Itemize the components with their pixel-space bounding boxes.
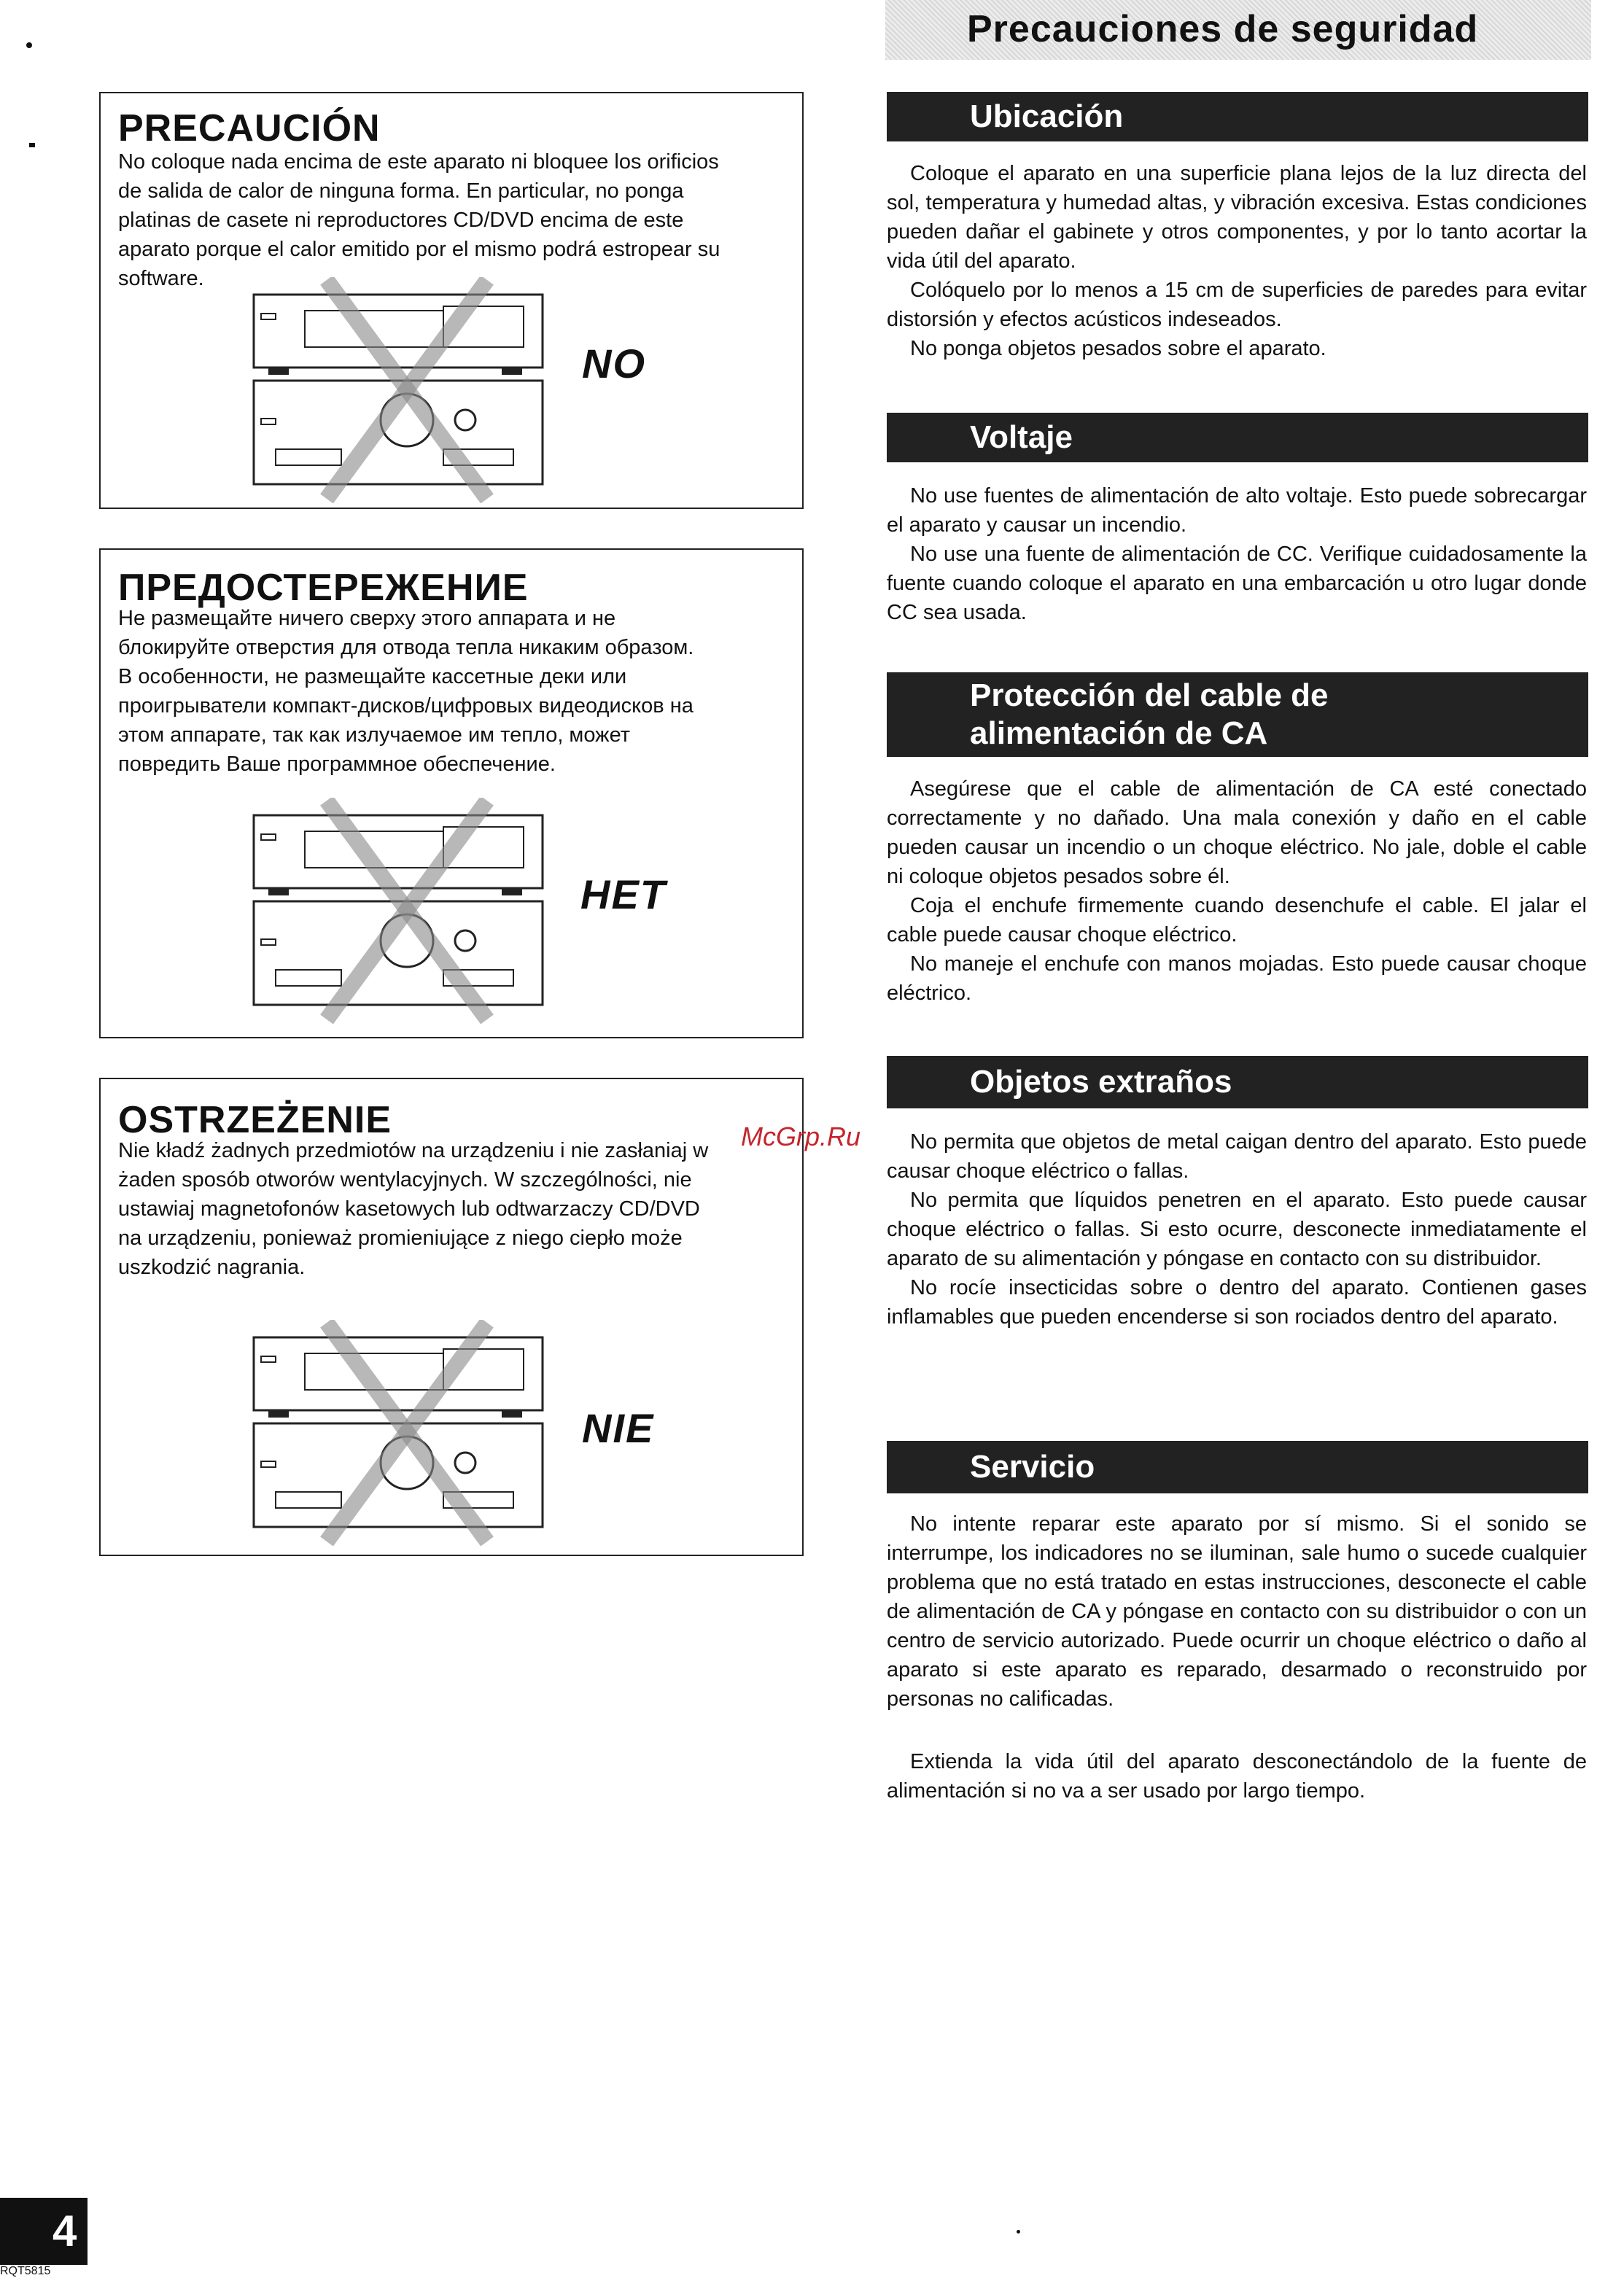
closing-note: Extienda la vida útil del aparato desconectándolo de la fuente de alimentación si no va a ser usado por largo tiempo. xyxy=(887,1750,1587,1803)
section-body-voltaje: No use fuentes de alimentación de alto voltaje. Esto puede sobrecargar el aparato y causar un incendio. No use una fuente de alimentación de CC. Verifique cuidadosamente la fuente cuando coloque el aparato en una embarcación u otro lugar donde CC sea usada. xyxy=(887,484,1587,624)
section-body-objetos: No permita que objetos de metal caigan dentro del aparato. Esto puede causar choque eléctrico o fallas. No permita que líquidos penetren en el aparato. Esto puede causar choque eléctrico o fallas. Si esto ocurre, desconecte inmediatamente el aparato de su alimentación y póngase en contacto con su distribuidor. No rocíe insecticidas sobre o dentro del aparato. Contienen gases inflamables que pueden encenderse si son rociados dentro del aparato. xyxy=(887,1130,1587,1329)
section-body-ubicacion: Coloque el aparato en una superficie plana lejos de la luz directa del sol, temperatura y humedad altas, y vibración excesiva. Estas condiciones pueden dañar el gabinete y otros componentes, y por lo tanto acortar la vida útil del aparato. Colóquelo por lo menos a 15 cm de superficies de paredes para evitar distorsión y efectos acústicos indeseados. No ponga objetos pesados sobre el aparato. xyxy=(887,162,1587,360)
warning-box-polish xyxy=(99,1078,804,1556)
stacked-devices-crossed-icon xyxy=(246,1320,553,1546)
warning-text-russian: Не размещайте ничего сверху этого аппарата и не блокируйте отверстия для отвода тепла никаким образом. В особенности, не размещайте кассетные деки или проигрыватели компакт-дисков/цифровых видеодисков на этом аппарате, так как излучаемое им тепло, может повредить Ваше программное обеспечение. xyxy=(118,607,694,776)
no-label-spanish: NO xyxy=(582,341,646,386)
no-label-polish: NIE xyxy=(582,1405,655,1451)
section-heading-cable: Protección del cable de alimentación de CA xyxy=(887,672,1588,757)
section-heading-voltaje: Voltaje xyxy=(887,413,1588,462)
page-header xyxy=(885,0,1591,60)
margin-mark-top xyxy=(26,42,32,48)
document-code: RQT5815 xyxy=(0,2265,51,2277)
page-number: 4 xyxy=(0,2198,88,2265)
section-body-servicio: No intente reparar este aparato por sí mismo. Si el sonido se interrumpe, los indicadores no se iluminan, sale humo o sucede cualquier problema que no está tratado en estas instrucciones, desconecte el cable de alimentación de CA y póngase en contacto con su distribuidor o con un centro de servicio autorizado. Puede ocurrir un choque eléctrico o daño al aparato si este aparato es reparado, desarmado o reconstruido por personas no calificadas. xyxy=(887,1512,1587,1711)
warning-box-spanish xyxy=(99,92,804,509)
warning-title-polish: OSTRZEŻENIE xyxy=(118,1099,392,1141)
warning-text-polish: Nie kładź żadnych przedmiotów na urządzeniu i nie zasłaniaj w żaden sposób otworów wentylacyjnych. W szczególności, nie ustawiaj magnetofonów kasetowych lub odtwarzaczy CD/DVD na urządzeniu, ponieważ promieniujące z niego ciepło może uszkodzić nagrania. xyxy=(118,1139,709,1279)
warning-box-russian xyxy=(99,548,804,1038)
margin-mark-second xyxy=(29,143,35,147)
section-heading-objetos: Objetos extraños xyxy=(887,1056,1588,1108)
bottom-mark xyxy=(1017,2230,1020,2234)
section-heading-ubicacion: Ubicación xyxy=(887,92,1588,141)
section-heading-servicio: Servicio xyxy=(887,1441,1588,1493)
watermark: McGrp.Ru xyxy=(741,1121,861,1151)
stacked-devices-crossed-icon xyxy=(246,277,553,503)
warning-title-russian: ПРЕДОСТЕРЕЖЕНИЕ xyxy=(118,567,529,609)
warning-text-spanish: No coloque nada encima de este aparato ni bloquee los orificios de salida de calor de ninguna forma. En particular, no ponga platinas de casete ni reproductores CD/DVD encima de este aparato porque el calor emitido por el mismo podrá estropear su software. xyxy=(118,150,720,290)
no-label-russian: HET xyxy=(580,871,667,917)
page-title: Precauciones de seguridad xyxy=(967,8,1479,50)
stacked-devices-crossed-icon xyxy=(246,798,553,1024)
section-body-cable: Asegúrese que el cable de alimentación de CA esté conectado correctamente y no dañado. Una mala conexión y daño en el cable pueden causar un incendio o un choque eléctrico. No jale, doble el cable ni coloque objetos pesados sobre él. Coja el enchufe firmemente cuando desenchufe el cable. El jalar el cable puede causar choque eléctrico. No maneje el enchufe con manos mojadas. Esto puede causar choque eléctrico. xyxy=(887,777,1587,1005)
warning-title-spanish: PRECAUCIÓN xyxy=(118,107,381,149)
